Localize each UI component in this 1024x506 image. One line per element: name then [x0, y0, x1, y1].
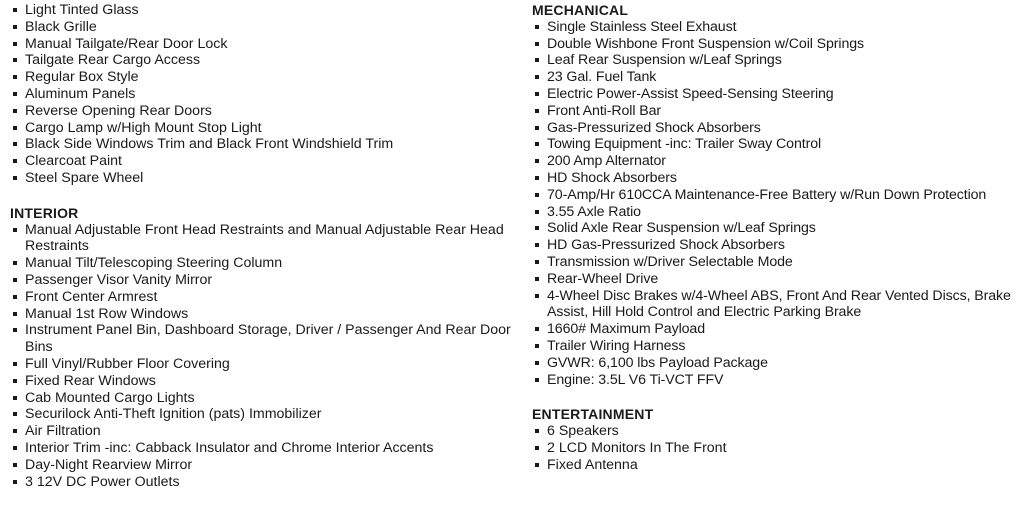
list-item: Single Stainless Steel Exhaust	[532, 19, 1022, 36]
list-item: Electric Power-Assist Speed-Sensing Steering	[532, 86, 1022, 103]
list-item: Front Center Armrest	[10, 289, 515, 306]
list-item: Aluminum Panels	[10, 86, 515, 103]
list-item: Cargo Lamp w/High Mount Stop Light	[10, 120, 515, 137]
list-item: Air Filtration	[10, 423, 515, 440]
list-item: Manual Adjustable Front Head Restraints and Manual Adjustable Rear Head Restraints	[10, 222, 515, 256]
list-item: 200 Amp Alternator	[532, 153, 1022, 170]
section-gap	[532, 388, 1022, 406]
interior-list	[10, 222, 520, 491]
list-item: 3 12V DC Power Outlets	[10, 474, 515, 491]
list-item: Manual Tilt/Telescoping Steering Column	[10, 255, 515, 272]
list-item: HD Gas-Pressurized Shock Absorbers	[532, 237, 1022, 254]
list-item: 3.55 Axle Ratio	[532, 204, 1022, 221]
list-item: Black Grille	[10, 19, 515, 36]
exterior-list	[10, 2, 520, 187]
list-item: Steel Spare Wheel	[10, 170, 515, 187]
list-item: Manual 1st Row Windows	[10, 306, 515, 323]
list-item: Leaf Rear Suspension w/Leaf Springs	[532, 52, 1022, 69]
list-item: Full Vinyl/Rubber Floor Covering	[10, 356, 515, 373]
list-item: Manual Tailgate/Rear Door Lock	[10, 36, 515, 53]
list-item: HD Shock Absorbers	[532, 170, 1022, 187]
list-item: Reverse Opening Rear Doors	[10, 103, 515, 120]
section-gap	[10, 187, 520, 205]
list-item: Black Side Windows Trim and Black Front Windshield Trim	[10, 136, 515, 153]
list-item: Regular Box Style	[10, 69, 515, 86]
list-item: Fixed Antenna	[532, 457, 1022, 474]
list-item: 6 Speakers	[532, 423, 1022, 440]
list-item: Instrument Panel Bin, Dashboard Storage, Driver / Passenger And Rear Door Bins	[10, 322, 515, 356]
right-column	[532, 2, 1022, 474]
list-item: Day-Night Rearview Mirror	[10, 457, 515, 474]
entertainment-list	[532, 423, 1022, 473]
list-item: Engine: 3.5L V6 Ti-VCT FFV	[532, 372, 1022, 389]
list-item: Tailgate Rear Cargo Access	[10, 52, 515, 69]
list-item: Interior Trim -inc: Cabback Insulator and Chrome Interior Accents	[10, 440, 515, 457]
list-item: 2 LCD Monitors In The Front	[532, 440, 1022, 457]
list-item: Cab Mounted Cargo Lights	[10, 390, 515, 407]
mechanical-heading: MECHANICAL	[532, 2, 629, 18]
list-item: 70-Amp/Hr 610CCA Maintenance-Free Battery w/Run Down Protection	[532, 187, 1022, 204]
list-item: Solid Axle Rear Suspension w/Leaf Springs	[532, 220, 1022, 237]
interior-heading: INTERIOR	[10, 204, 79, 221]
list-item: Front Anti-Roll Bar	[532, 103, 1022, 120]
list-item: 4-Wheel Disc Brakes w/4-Wheel ABS, Front And Rear Vented Discs, Brake Assist, Hill Hold Control and Electric Parking Brake	[532, 288, 1022, 322]
left-column	[10, 2, 520, 490]
entertainment-heading: ENTERTAINMENT	[532, 406, 654, 423]
list-item: Clearcoat Paint	[10, 153, 515, 170]
list-item: GVWR: 6,100 lbs Payload Package	[532, 355, 1022, 372]
list-item: Gas-Pressurized Shock Absorbers	[532, 120, 1022, 137]
list-item: Towing Equipment -inc: Trailer Sway Control	[532, 136, 1022, 153]
list-item: Securilock Anti-Theft Ignition (pats) Immobilizer	[10, 406, 515, 423]
list-item: 1660# Maximum Payload	[532, 321, 1022, 338]
list-item: Double Wishbone Front Suspension w/Coil Springs	[532, 36, 1022, 53]
list-item: Rear-Wheel Drive	[532, 271, 1022, 288]
list-item: Transmission w/Driver Selectable Mode	[532, 254, 1022, 271]
mechanical-list	[532, 19, 1022, 389]
list-item: Fixed Rear Windows	[10, 373, 515, 390]
list-item: 23 Gal. Fuel Tank	[532, 69, 1022, 86]
list-item: Passenger Visor Vanity Mirror	[10, 272, 515, 289]
list-item: Trailer Wiring Harness	[532, 338, 1022, 355]
list-item: Light Tinted Glass	[10, 2, 515, 19]
